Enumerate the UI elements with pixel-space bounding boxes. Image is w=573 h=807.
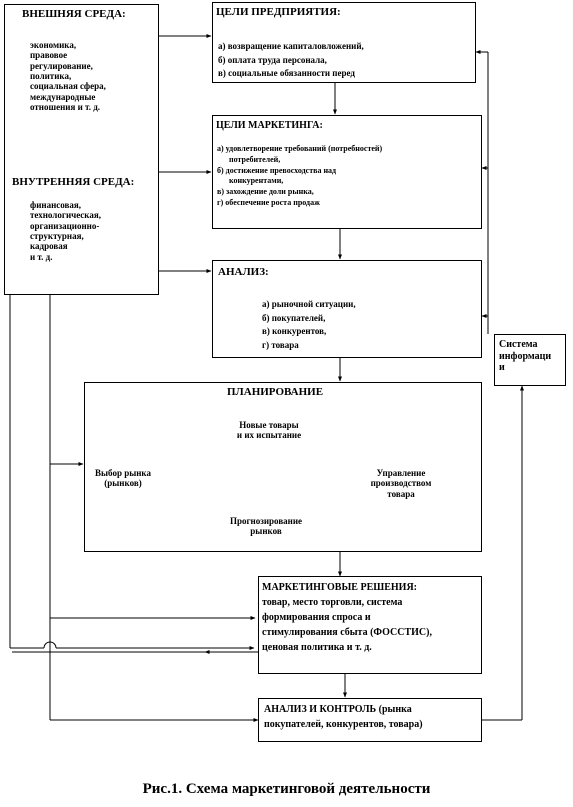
external-env-title: ВНЕШНЯЯ СРЕДА: bbox=[22, 8, 126, 20]
figure-caption: Рис.1. Схема маркетинговой деятельности bbox=[142, 781, 431, 797]
mkt-goal-item: потребителей, bbox=[229, 154, 281, 164]
production-line: производством bbox=[370, 478, 432, 489]
internal-env-title: ВНУТРЕННЯЯ СРЕДА: bbox=[12, 176, 135, 188]
decisions-line: формирования спроса и bbox=[262, 612, 371, 623]
external-item: отношения и т. д. bbox=[30, 102, 101, 113]
external-item: правовое bbox=[30, 50, 68, 61]
internal-item: и т. д. bbox=[30, 251, 53, 262]
market-choice-line: Выбор рынка bbox=[95, 468, 151, 478]
mkt-goal-item: конкурентами, bbox=[229, 176, 284, 186]
analysis-item: б) покупателей, bbox=[262, 312, 326, 323]
analysis-list bbox=[262, 298, 356, 352]
info-line: информаци bbox=[499, 350, 552, 362]
internal-item: финансовая, bbox=[30, 200, 82, 210]
external-item: социальная сфера, bbox=[30, 81, 106, 92]
decisions-title: МАРКЕТИНГОВЫЕ РЕШЕНИЯ: bbox=[262, 582, 418, 593]
forecast-line: рынков bbox=[250, 526, 282, 537]
internal-item: кадровая bbox=[30, 241, 68, 252]
info-line: и bbox=[499, 362, 505, 373]
enterprise-goals-title: ЦЕЛИ ПРЕДПРИЯТИЯ: bbox=[216, 6, 341, 18]
planning-title: ПЛАНИРОВАНИЕ bbox=[227, 386, 324, 398]
decisions-line: товар, место торговли, система bbox=[262, 597, 403, 608]
mkt-goal-item: а) удовлетворение требований (потребностей) bbox=[217, 144, 383, 153]
external-item: экономика, bbox=[30, 40, 77, 50]
new-products-node bbox=[222, 420, 316, 441]
mkt-goal-item: г) обеспечение роста продаж bbox=[217, 197, 320, 207]
production-line: Управление bbox=[376, 468, 426, 478]
decisions-line: ценовая политика и т. д. bbox=[262, 642, 372, 653]
external-item: регулирование, bbox=[30, 60, 93, 71]
analysis-control-text bbox=[264, 703, 423, 732]
enterprise-goals-list bbox=[218, 40, 364, 81]
new-products-line: Новые товары bbox=[239, 420, 299, 430]
forecast-node bbox=[212, 516, 320, 537]
analysis-item: а) рыночной ситуации, bbox=[262, 299, 356, 309]
mkt-goal-item: б) достижение превосходства над bbox=[217, 165, 337, 175]
production-node bbox=[356, 468, 446, 499]
control-line: покупателей, конкурентов, товара) bbox=[264, 718, 423, 730]
external-item: политика, bbox=[30, 71, 72, 82]
internal-item: структурная, bbox=[30, 231, 84, 242]
internal-env-list bbox=[30, 200, 101, 262]
mkt-goal-item: в) захождение доли рынка, bbox=[217, 187, 314, 197]
marketing-goals-title: ЦЕЛИ МАРКЕТИНГА: bbox=[216, 120, 323, 131]
analysis-item: г) товара bbox=[262, 339, 299, 350]
external-item: международные bbox=[30, 91, 96, 102]
goal-item: б) оплата труда персонала, bbox=[218, 54, 327, 65]
production-line: товара bbox=[387, 488, 415, 499]
market-choice-node bbox=[88, 468, 158, 489]
market-choice-line: (рынков) bbox=[104, 478, 142, 489]
goal-item: а) возвращение капиталовложений, bbox=[218, 41, 364, 51]
internal-item: организационно- bbox=[30, 220, 100, 231]
new-products-line: и их испытание bbox=[236, 430, 302, 441]
decisions-line: стимулирования сбыта (ФОССТИС), bbox=[262, 627, 432, 638]
info-line: Система bbox=[499, 339, 538, 350]
internal-item: технологическая, bbox=[30, 210, 101, 221]
analysis-item: в) конкурентов, bbox=[262, 326, 327, 336]
forecast-line: Прогнозирование bbox=[229, 516, 303, 526]
goal-item: в) социальные обязанности перед bbox=[218, 68, 355, 78]
external-env-list bbox=[30, 40, 106, 112]
analysis-title: АНАЛИЗ: bbox=[218, 266, 269, 278]
marketing-decisions-text bbox=[262, 580, 432, 655]
control-line: АНАЛИЗ И КОНТРОЛЬ (рынка bbox=[264, 704, 412, 715]
marketing-goals-list bbox=[217, 144, 382, 209]
info-system-label bbox=[499, 339, 551, 374]
